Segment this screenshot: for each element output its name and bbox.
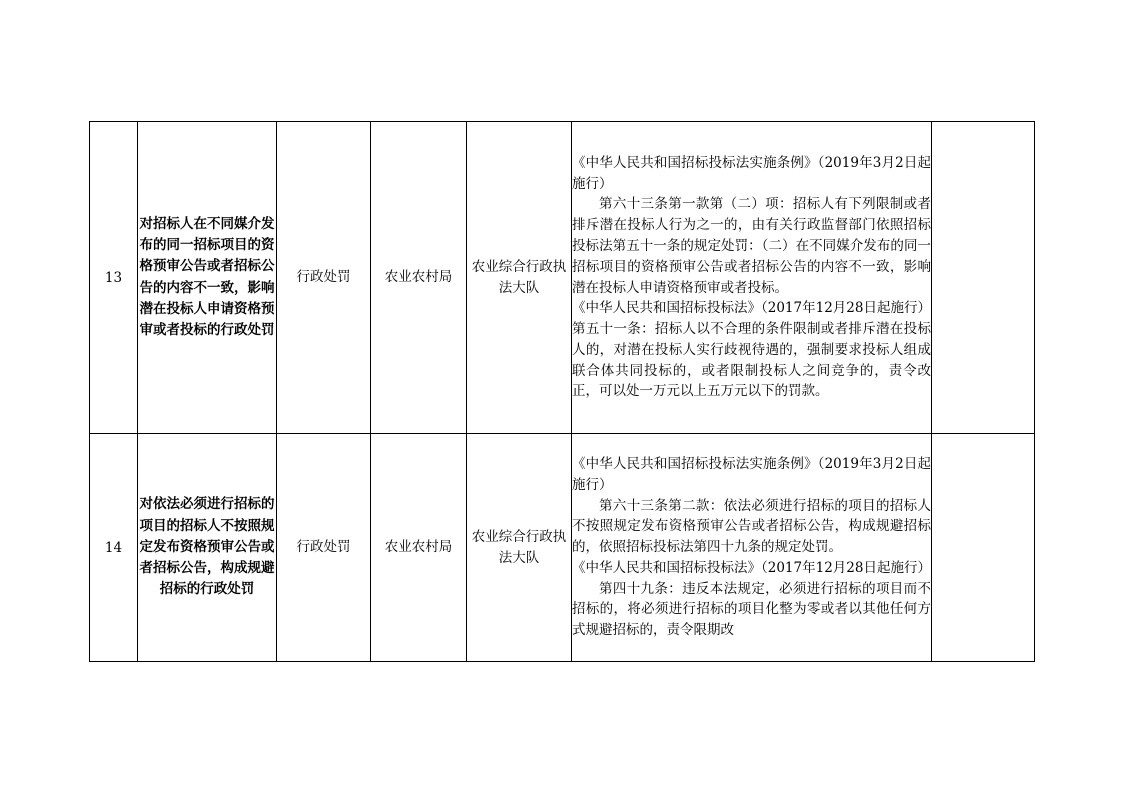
table-row xyxy=(90,122,1035,434)
enforcement-unit: 农业综合行政执法大队 xyxy=(467,434,572,662)
legal-basis xyxy=(572,434,932,662)
basis-article: 第六十三条第二款：依法必须进行招标的项目的招标人不按照规定发布资格预审公告或者招标公告，构成规避招标的，依照招标投标法第四十九条的规定处罚。 xyxy=(572,497,931,556)
department: 农业农村局 xyxy=(371,122,467,434)
penalty-item: 对依法必须进行招标的项目的招标人不按照规定发布资格预审公告或者招标公告，构成规避招标的行政处罚 xyxy=(138,434,277,662)
enforcement-unit: 农业综合行政执法大队 xyxy=(467,122,572,434)
penalty-table xyxy=(89,121,1035,662)
penalty-item: 对招标人在不同媒介发布的同一招标项目的资格预审公告或者招标公告的内容不一致，影响潜在投标人申请资格预审或者投标的行政处罚 xyxy=(138,122,277,434)
row-number: 14 xyxy=(90,434,138,662)
table-row xyxy=(90,434,1035,662)
remarks xyxy=(932,434,1035,662)
department: 农业农村局 xyxy=(371,434,467,662)
basis-law-title: 《中华人民共和国招标投标法》（2017年12月28日起施行） xyxy=(572,300,931,317)
basis-law-title: 《中华人民共和国招标投标法实施条例》（2019年3月2日起施行） xyxy=(572,455,931,493)
basis-article: 第五十一条：招标人以不合理的条件限制或者排斥潜在投标人的，对潜在投标人实行歧视待遇的，强制要求投标人组成联合体共同投标的，或者限制投标人之间竞争的，责令改正，可以处一万元以上五万元以下的罚款。 xyxy=(572,321,931,400)
basis-article: 第四十九条：违反本法规定，必须进行招标的项目而不招标的，将必须进行招标的项目化整为零或者以其他任何方式规避招标的，责令限期改 xyxy=(572,580,931,639)
basis-article: 第六十三条第一款第（二）项：招标人有下列限制或者排斥潜在投标人行为之一的，由有关行政监督部门依照招标投标法第五十一条的规定处罚：（二）在不同媒介发布的同一招标项目的资格预审公告或者招标公告的内容不一致，影响潜在投标人申请资格预审或者投标。 xyxy=(572,196,931,296)
basis-law-title: 《中华人民共和国招标投标法实施条例》（2019年3月2日起施行） xyxy=(572,154,931,192)
legal-basis xyxy=(572,122,932,434)
penalty-category: 行政处罚 xyxy=(277,122,371,434)
remarks xyxy=(932,122,1035,434)
basis-law-title: 《中华人民共和国招标投标法》（2017年12月28日起施行） xyxy=(572,559,931,576)
row-number: 13 xyxy=(90,122,138,434)
penalty-category: 行政处罚 xyxy=(277,434,371,662)
